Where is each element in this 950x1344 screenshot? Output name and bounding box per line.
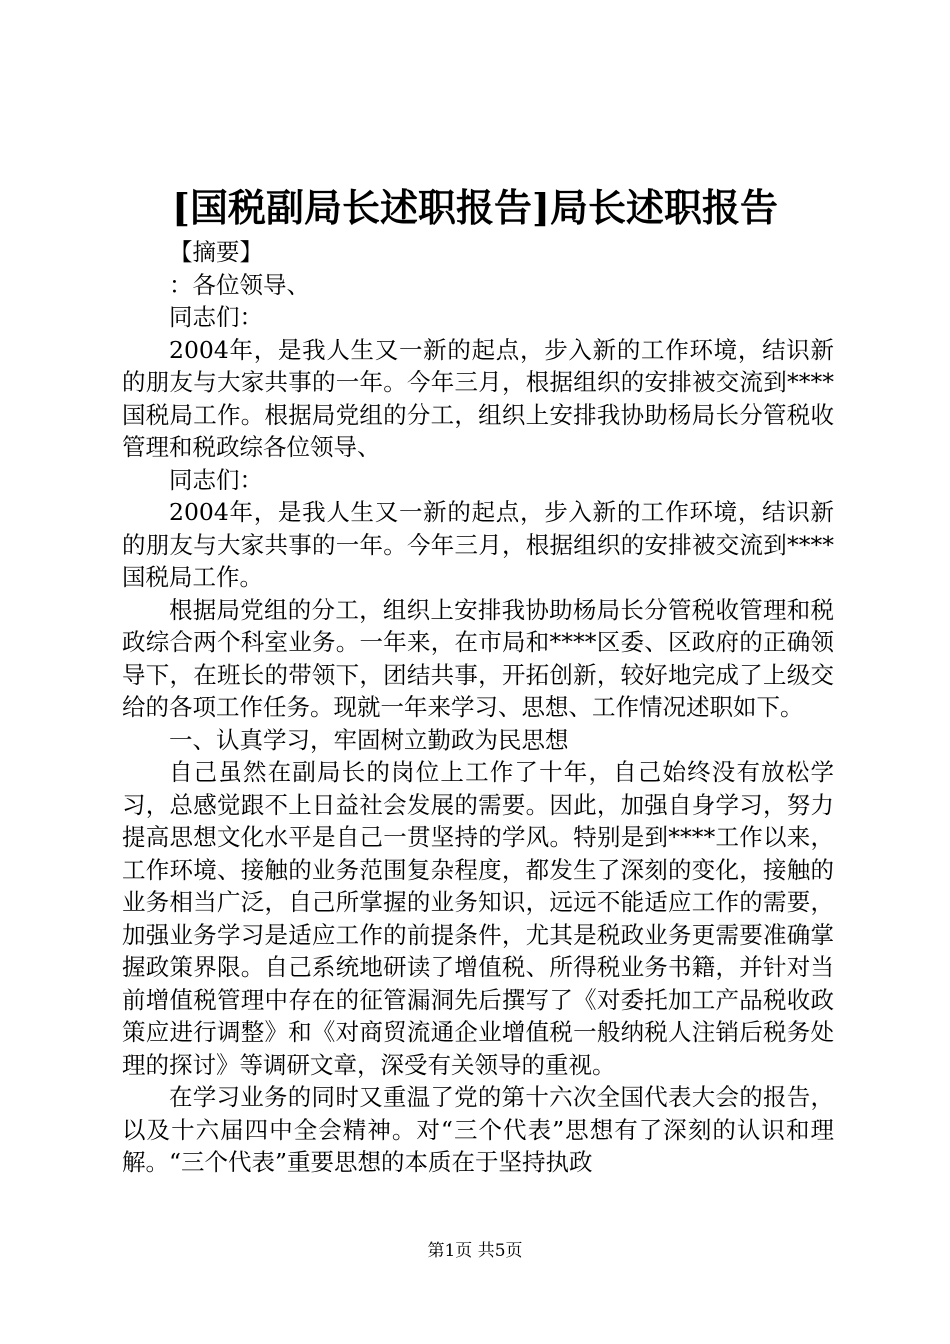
page-number-footer: 第1页 共5页 <box>427 1241 523 1261</box>
salutation-line: 同志们： <box>169 465 263 494</box>
section-heading: 一、认真学习，牢固树立勤政为民思想 <box>169 725 569 754</box>
document-body <box>122 236 834 1179</box>
body-paragraph: 根据局党组的分工，组织上安排我协助杨局长分管税收管理和税政综合两个科室业务。一年来，在市局和****区委、区政府的正确领导下，在班长的带领下，团结共事，开拓创新，较好地完成了上级交给的各项工作任务。现就一年来学习、思想、工作情况述职如下。 <box>122 595 834 721</box>
document-title: [国税副局长述职报告]局长述职报告 <box>172 185 778 230</box>
body-paragraph: 2004年，是我人生又一新的起点，步入新的工作环境，结识新的朋友与大家共事的一年。今年三月，根据组织的安排被交流到****国税局工作。 <box>122 498 834 591</box>
body-paragraph: 在学习业务的同时又重温了党的第十六次全国代表大会的报告，以及十六届四中全会精神。对“三个代表”思想有了深刻的认识和理解。“三个代表”重要思想的本质在于坚持执政 <box>122 1083 834 1176</box>
abstract-heading: 【摘要】 <box>169 238 263 266</box>
salutation-line: 同志们： <box>169 303 263 331</box>
body-paragraph: 2004年，是我人生又一新的起点，步入新的工作环境，结识新的朋友与大家共事的一年。今年三月，根据组织的安排被交流到****国税局工作。根据局党组的分工，组织上安排我协助杨局长分管税收管理和税政综各位领导、 <box>122 335 834 461</box>
body-paragraph: 自己虽然在副局长的岗位上工作了十年，自己始终没有放松学习，总感觉跟不上日益社会发展的需要。因此，加强自身学习，努力提高思想文化水平是自己一贯坚持的学风。特别是到****工作以来，工作环境、接触的业务范围复杂程度，都发生了深刻的变化，接触的业务相当广泛，自己所掌握的业务知识，远远不能适应工作的需要，加强业务学习是适应工作的前提条件，尤其是税政业务更需要准确掌握政策界限。自己系统地研读了增值税、所得税业务书籍，并针对当前增值税管理中存在的征管漏洞先后撰写了《对委托加工产品税收政策应进行调整》和《对商贸流通企业增值税一般纳税人注销后税务处理的探讨》等调研文章，深受有关领导的重视。 <box>122 758 834 1079</box>
salutation-line: ：各位领导、 <box>169 270 310 299</box>
